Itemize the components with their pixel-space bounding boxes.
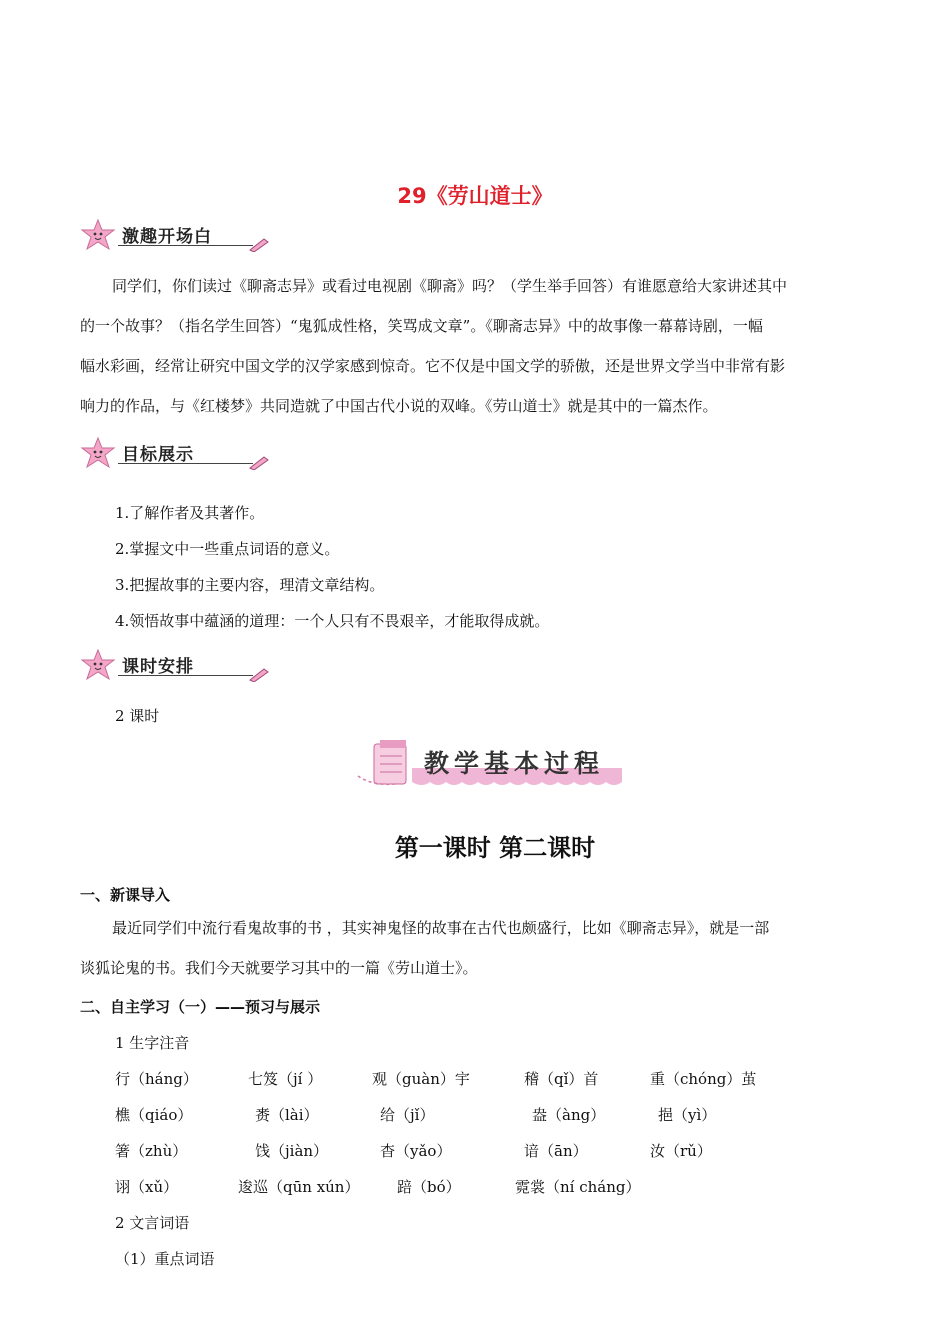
char-item: 踣（bó） [397, 1178, 461, 1196]
paragraph-line: 谈狐论鬼的书。我们今天就要学习其中的一篇《劳山道士》。 [80, 959, 478, 977]
section-header-schedule [78, 648, 238, 682]
char-item: 樵（qiáo） [115, 1106, 193, 1124]
banner-title: 教学基本过程 [424, 749, 605, 778]
section-heading: 目标展示 [122, 445, 194, 465]
char-item: 七笈（jí ） [248, 1070, 323, 1088]
section-heading: 激趣开场白 [122, 227, 212, 247]
star-icon [78, 218, 118, 252]
sub-heading: （1）重点词语 [115, 1250, 215, 1268]
char-item: 挹（yì） [658, 1106, 717, 1124]
char-item: 饯（jiàn） [255, 1142, 329, 1160]
char-item: 盎（àng） [532, 1106, 606, 1124]
pen-icon [248, 666, 270, 682]
char-item: 稽（qǐ）首 [524, 1070, 599, 1088]
paragraph-line: 最近同学们中流行看鬼故事的书 ，其实神鬼怪的故事在古代也颇盛行，比如《聊斋志异》，就是一部 [112, 919, 770, 937]
char-item: 逡巡（qūn xún） [238, 1178, 360, 1196]
paragraph-line: 同学们，你们读过《聊斋志异》或看过电视剧《聊斋》吗？（学生举手回答）有谁愿意给大家讲述其中 [112, 277, 788, 295]
goal-item: 4.领悟故事中蕴涵的道理：一个人只有不畏艰辛，才能取得成就。 [115, 612, 550, 630]
section-heading: 课时安排 [122, 657, 194, 677]
section-header-goals [78, 436, 238, 470]
underline [118, 463, 253, 464]
section-header-intro [78, 218, 238, 252]
process-banner [352, 736, 627, 792]
char-item: 行（háng） [115, 1070, 198, 1088]
lesson-title: 第一课时 第二课时 [394, 834, 596, 862]
sub-heading: 1 生字注音 [115, 1034, 190, 1052]
star-icon [78, 436, 118, 470]
goal-item: 1.了解作者及其著作。 [115, 504, 265, 522]
underline [118, 245, 253, 246]
sub-heading: 2 文言词语 [115, 1214, 190, 1232]
char-item: 汝（rǔ） [650, 1142, 712, 1160]
schedule-text: 2 课时 [115, 707, 160, 725]
char-item: 重（chóng）茧 [650, 1070, 757, 1088]
char-item: 箸（zhù） [115, 1142, 188, 1160]
intro-lesson-paragraph [80, 908, 880, 988]
intro-paragraph [80, 266, 880, 426]
char-item: 谙（ān） [524, 1142, 588, 1160]
part-heading: 一、新课导入 [80, 886, 171, 904]
char-item: 给（jǐ） [380, 1106, 435, 1124]
star-icon [78, 648, 118, 682]
goal-item: 2.掌握文中一些重点词语的意义。 [115, 540, 340, 558]
char-item: 赉（lài） [255, 1106, 319, 1124]
page-title: 29《劳山道士》 [397, 184, 553, 208]
char-item: 霓裳（ní cháng） [515, 1178, 641, 1196]
paragraph-line: 响力的作品，与《红楼梦》共同造就了中国古代小说的双峰。《劳山道士》就是其中的一篇杰作。 [80, 397, 718, 415]
pen-icon [248, 236, 270, 252]
goal-item: 3.把握故事的主要内容，理清文章结构。 [115, 576, 385, 594]
char-item: 观（guàn）宇 [372, 1070, 470, 1088]
part-heading: 二、自主学习（一）——预习与展示 [80, 998, 321, 1016]
underline [118, 675, 253, 676]
pen-icon [248, 454, 270, 470]
paragraph-line: 幅水彩画，经常让研究中国文学的汉学家感到惊奇。它不仅是中国文学的骄傲，还是世界文学当中非常有影 [80, 357, 786, 375]
paragraph-line: 的一个故事？（指名学生回答）“鬼狐成性格，笑骂成文章”。《聊斋志异》中的故事像一幕幕诗剧，一幅 [80, 317, 763, 335]
char-item: 诩（xǔ） [115, 1178, 179, 1196]
char-item: 杳（yǎo） [380, 1142, 452, 1160]
